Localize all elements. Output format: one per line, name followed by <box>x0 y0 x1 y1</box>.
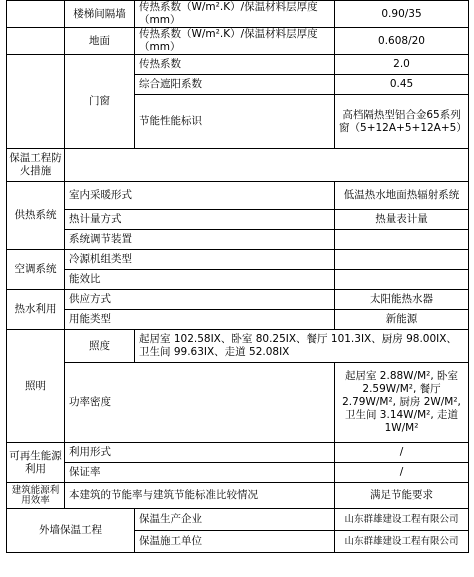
blank-cell <box>7 1 65 28</box>
heating-mode-label: 室内采暖形式 <box>65 182 335 210</box>
ac-chiller-label: 冷源机组类型 <box>65 250 335 270</box>
row-efficiency <box>7 483 469 509</box>
heating-mode-value: 低温热水地面热辐射系统 <box>335 182 469 210</box>
ground-param: 传热系数（W/m².K）/保温材料层厚度（mm） <box>135 28 335 55</box>
energy-spec-table <box>6 0 469 553</box>
row-heating-mode <box>7 182 469 210</box>
fire-value <box>65 149 469 182</box>
window-u-label: 传热系数 <box>135 55 335 75</box>
ground-label: 地面 <box>65 28 135 55</box>
efficiency-label: 建筑能源利用效率 <box>7 483 65 509</box>
power-line: 卫生间 3.14W/M², 走道 <box>344 409 459 421</box>
row-lighting-power <box>7 363 469 443</box>
window-marking-label: 节能性能标识 <box>135 95 335 149</box>
efficiency-value: 满足节能要求 <box>335 483 469 509</box>
row-ground <box>7 28 469 55</box>
row-heating-control <box>7 230 469 250</box>
lighting-power-value <box>335 363 469 443</box>
external-producer-label: 保温生产企业 <box>135 509 335 531</box>
renewable-rate-value: / <box>335 463 469 483</box>
lighting-illum-value: 起居室 102.58IX、卧室 80.25IX、餐厅 101.3IX、厨房 98.00IX、卫生间 99.63IX、走道 52.08IX <box>135 330 469 363</box>
hotwater-energy-label: 用能类型 <box>65 310 335 330</box>
row-ac-chiller <box>7 250 469 270</box>
stair-partition-param: 传热系数（W/m².K）/保温材料层厚度（mm） <box>135 1 335 28</box>
row-heating-meter <box>7 210 469 230</box>
hotwater-supply-label: 供应方式 <box>65 290 335 310</box>
row-window-u <box>7 55 469 75</box>
external-installer-label: 保温施工单位 <box>135 531 335 553</box>
power-line: 2.59W/M², 餐厅 <box>362 383 441 395</box>
lighting-label: 照明 <box>7 330 65 443</box>
row-renewable-rate <box>7 463 469 483</box>
external-label: 外墙保温工程 <box>7 509 135 553</box>
ac-eer-value <box>335 270 469 290</box>
renewable-form-label: 利用形式 <box>65 443 335 463</box>
window-shading-value: 0.45 <box>335 75 469 95</box>
stair-partition-value: 0.90/35 <box>335 1 469 28</box>
power-line: 2.79W/M², 厨房 2W/M², <box>342 396 461 408</box>
heating-control-value <box>335 230 469 250</box>
row-lighting-illuminance <box>7 330 469 363</box>
window-u-value: 2.0 <box>335 55 469 75</box>
blank-cell <box>7 28 65 55</box>
external-installer-value: 山东群雄建设工程有限公司 <box>335 531 469 553</box>
row-renewable-form <box>7 443 469 463</box>
window-shading-label: 综合遮阳系数 <box>135 75 335 95</box>
ac-chiller-value <box>335 250 469 270</box>
row-ac-eer <box>7 270 469 290</box>
heating-label: 供热系统 <box>7 182 65 250</box>
renewable-rate-label: 保证率 <box>65 463 335 483</box>
window-marking-value: 高档隔热型铝合金65系列窗（5+12A+5+12A+5） <box>335 95 469 149</box>
hotwater-energy-value: 新能源 <box>335 310 469 330</box>
heating-meter-label: 热计量方式 <box>65 210 335 230</box>
power-line: 1W/M² <box>384 422 419 434</box>
row-fire <box>7 149 469 182</box>
row-hotwater-energy <box>7 310 469 330</box>
hotwater-label: 热水利用 <box>7 290 65 330</box>
lighting-power-label: 功率密度 <box>65 363 335 443</box>
row-stair-partition <box>7 1 469 28</box>
renewable-form-value: / <box>335 443 469 463</box>
window-label: 门窗 <box>65 55 135 149</box>
row-external-producer <box>7 509 469 531</box>
lighting-illum-label: 照度 <box>65 330 135 363</box>
renewable-label: 可再生能源利用 <box>7 443 65 483</box>
fire-label: 保温工程防火措施 <box>7 149 65 182</box>
stair-partition-label: 楼梯间隔墙 <box>65 1 135 28</box>
power-line: 起居室 2.88W/M², 卧室 <box>344 370 459 382</box>
external-producer-value: 山东群雄建设工程有限公司 <box>335 509 469 531</box>
heating-control-label: 系统调节装置 <box>65 230 335 250</box>
ac-label: 空调系统 <box>7 250 65 290</box>
blank-cell <box>7 55 65 149</box>
heating-meter-value: 热量表计量 <box>335 210 469 230</box>
row-hotwater-supply <box>7 290 469 310</box>
ground-value: 0.608/20 <box>335 28 469 55</box>
efficiency-desc: 本建筑的节能率与建筑节能标准比较情况 <box>65 483 335 509</box>
ac-eer-label: 能效比 <box>65 270 335 290</box>
hotwater-supply-value: 太阳能热水器 <box>335 290 469 310</box>
